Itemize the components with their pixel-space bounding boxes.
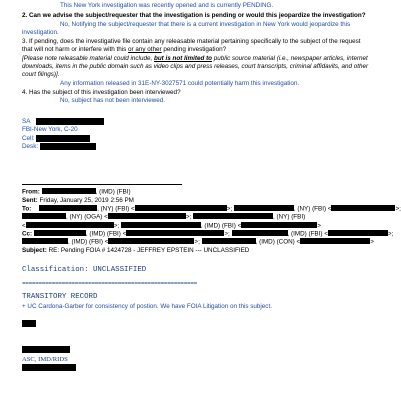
signature-sa: SA bbox=[22, 118, 31, 125]
email-to-row-2: , (NY) (OGA) < >; , (NY) (FBI) bbox=[22, 213, 305, 221]
classification-line: Classification: UNCLASSIFIED bbox=[22, 266, 147, 274]
email-to-row-1: To: , (NY) (FBI) < >; , (NY) (FBI) < >; bbox=[22, 205, 401, 213]
question-3-note-line-b: downloads, items in the public domain such as video clips and press releases, court transcripts, criminal affidavits, and other bbox=[22, 63, 369, 70]
email-to-row-3: < >; , (IMD) (FBI) < > bbox=[22, 222, 321, 230]
redaction-bar bbox=[40, 143, 96, 150]
redaction-bar bbox=[22, 320, 36, 327]
answer-3: Any information released in 31E-NY-3027571 could potentially harm this investigation. bbox=[60, 80, 300, 87]
answer-1-line: This New York investigation was recently opened and is currently PENDING. bbox=[60, 2, 274, 9]
question-3-line-a: 3. If pending, does the investigative file contain any releasable material pertaining specifically to the subject of the request bbox=[22, 38, 361, 45]
email-from: From: , (IMD) (FBI) bbox=[22, 188, 131, 196]
redaction-bar bbox=[22, 364, 76, 371]
transitory-record-label: TRANSITORY RECORD bbox=[22, 293, 98, 301]
signature-cell: Cell: bbox=[22, 135, 35, 142]
question-3-note-line-c: court filings)]. bbox=[22, 71, 60, 78]
email-cc-row-2: , (IMD) (FBI) < >; , (IMD) (CON) < > bbox=[22, 238, 374, 246]
question-2: 2. Can we advise the subject/requester that the investigation is pending or would this jeopardize the investigation? bbox=[22, 12, 366, 19]
redaction-bar bbox=[36, 118, 104, 125]
question-3-note-line-a: [Please note releasable material could include, but is not limited to public source material (i.e., newspaper articles, internet bbox=[22, 55, 368, 62]
answer-4: No, subject has not been interviewed. bbox=[60, 97, 166, 104]
redaction-bar bbox=[22, 346, 70, 353]
question-3-line-b: that will not harm or interfere with this or any other pending investigation? bbox=[22, 46, 227, 53]
signature-office: FBI-New York, C-20 bbox=[22, 126, 78, 133]
separator-line: ===================================================== bbox=[22, 280, 197, 287]
question-4: 4. Has the subject of this investigation been interviewed? bbox=[22, 89, 181, 96]
redaction-bar bbox=[36, 135, 90, 142]
email-subject: Subject: RE: Pending FOIA # 1424728 - JEFFREY EPSTEIN --- UNCLASSIFIED bbox=[22, 247, 250, 254]
unit-name: ASC, IMD/RIDS bbox=[22, 356, 68, 363]
uc-note: + UC Cardona-Garber for consistency of postion. We have FOIA Litigation on this subject. bbox=[22, 303, 272, 310]
signature-desk: Desk: bbox=[22, 143, 39, 150]
redaction-bar bbox=[42, 188, 96, 194]
answer-2-line-b: investigation. bbox=[22, 29, 59, 36]
header-divider bbox=[22, 184, 182, 185]
email-cc-row-1: Cc: , (IMD) (FBI) < >; , (IMD) (FBI) < >; bbox=[22, 230, 394, 238]
email-sent: Sent: Friday, January 25, 2019 2:56 PM bbox=[22, 197, 134, 204]
answer-2-line-a: No, Notifying the subject/requester that there is a current investigation in New York would jeopardize this bbox=[60, 21, 351, 28]
